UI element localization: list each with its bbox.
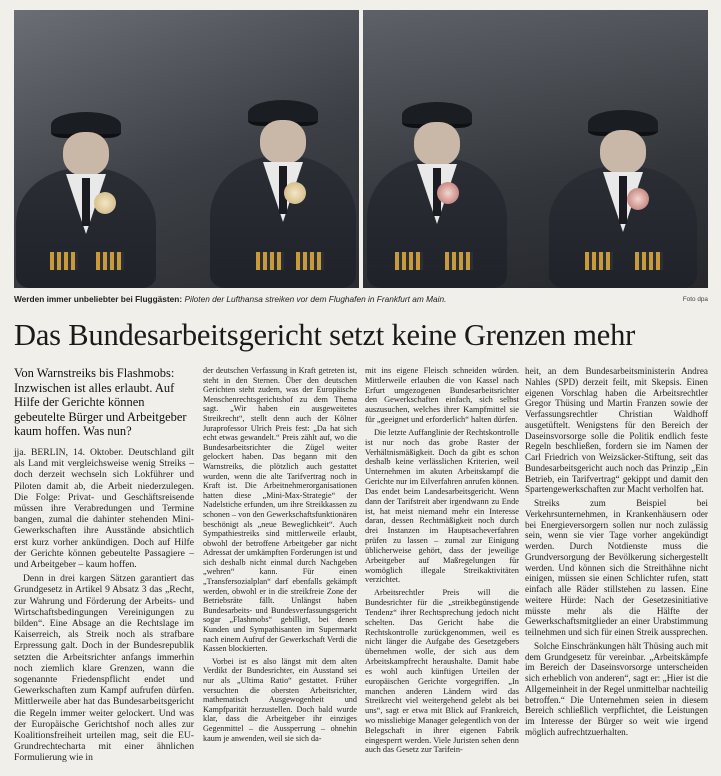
article-column-1 xyxy=(14,366,194,767)
pilot-tie xyxy=(82,178,90,226)
paragraph: Die letzte Auffanglinie der Rechtskontrolle ist nur noch das grobe Raster der Verhältnismäßigkeit. Doch da gibt es schon deshalb keine verlässlichen Kriterien, weil Unternehmen im akuten Arbeitskampf die Gerichte nur im Eilverfahren anrufen können. Das endet beim Landesarbeitsgericht. Wenn dann der Tarifstreit aber irgendwann zu Ende ist, hat meist niemand mehr ein Interesse daran, dessen Rechtmäßigkeit noch durch drei Instanzen im Hauptsacheverfahren prüfen zu lassen – zumal zur Einigung üblicherweise gehört, dass der jeweilige Arbeitgeber auf Maßregelungen für womöglich illegale Streikaktivitäten verzichtet. xyxy=(365,427,519,585)
caption-lead: Werden immer unbeliebter bei Fluggästen: xyxy=(14,294,183,304)
sleeve-stripes xyxy=(395,252,423,270)
caption-text: Piloten der Lufthansa streiken vor dem Flughafen in Frankfurt am Main. xyxy=(184,294,447,304)
photo-credit: Foto dpa xyxy=(682,296,708,303)
paragraph: jja. BERLIN, 14. Oktober. Deutschland gilt als Land mit vergleichsweise wenig Streiks – doch derzeit wechseln sich Lokführer und Piloten damit ab, die Arbeit niederzulegen. Die Folge: Privat- und Geschäftsreisende müssen ihre Verabredungen und Termine bangen, zumal die dahinter stehenden Mini-Gewerkschaften ihre Ausstände absichtlich erst kurz vorher ankündigen. Doch auf Hilfe der Gerichte können gebeutelte Passagiere – und Arbeitgeber – kaum hoffen. xyxy=(14,446,194,570)
photo-pilots-right xyxy=(363,10,708,288)
pilot-badge xyxy=(627,188,649,210)
pilot-badge xyxy=(437,182,459,204)
article-column-2 xyxy=(203,366,357,746)
paragraph: mit ins eigene Fleisch schneiden würden. Mittlerweile erlauben die von Kassel nach Erfurt umgezogenen Bundesarbeitsrichter den Gewerkschaften einfach, sich selbst auszusuchen, welches ihrer Kampfmittel sie für „geeignet und erforderlich“ halten dürfen. xyxy=(365,366,519,425)
paragraph: heit, an dem Bundesarbeitsministerin Andrea Nahles (SPD) derzeit feilt, mit Skepsis. Einen eigenen Vorschlag haben die Arbeitsrechtler Gregor Thüsing und Martin Franzen sowie der Verfassungsrechtler Christian Waldhoff ausgetüftelt. Wenigstens für den Bereich der Daseinsvorsorge solle die Politik endlich feste Regeln beschließen, fordern sie im Namen der Carl Friedrich von Weizsäcker-Stiftung, seit das Bundesarbeitsgericht auch noch das Prinzip „Ein Betrieb, ein Tarifvertrag“ gekippt und damit den Spartengewerkschaften zur Macht verholfen hat. xyxy=(525,366,708,495)
paragraph: Streiks zum Beispiel bei Verkehrsunternehmen, in Krankenhäusern oder bei Energieversorgern sollen nur noch zulässig sein, wenn sie vier Tage vorher angekündigt werden. Durch Notdienste muss die Grundversorgung der Bevölkerung sichergestellt werden. Und können sich die Streithähne nicht einigen, müssen sie einen Schlichter rufen, statt einfach alle Räder stillstehen zu lassen. Eine weitere Hürde: Nach der Gesetzesinitiative müsste mehr als die Hälfte der Gewerkschaftsmitglieder an einer Urabstimmung teilnehmen und sich für einen Streik aussprechen. xyxy=(525,498,708,637)
pilot-tie xyxy=(619,176,627,224)
pilot-figure xyxy=(16,168,156,288)
pilot-figure xyxy=(210,156,356,288)
paragraph: Arbeitsrechtler Preis will die Bundesrichter für die „streikbegünstigende Tendenz“ ihrer Rechtsprechung jedoch nicht schelten. Das Gericht habe die Rechtskontrolle zurückgenommen, weil es nicht länger die Aufgabe des Gesetzgebers übernehmen wolle, der sich aus dem Arbeitskampfrecht heraushalte. Damit habe es wohl auch künftigen Urteilen der europäischen Gerichte vorgegriffen. „In manchen anderen Ländern wird das Streikrecht viel weitergehend gelebt als bei uns“, sagt er etwa mit Blick auf Frankreich, wo missliebige Manager gelegentlich von der Belegschaft in ihrer eigenen Fabrik eingesperrt werden. Viele Juristen sehen denn auch das Gesetz zur Tarifein- xyxy=(365,588,519,755)
sleeve-stripes xyxy=(96,252,124,270)
article-headline: Das Bundesarbeitsgericht setzt keine Grenzen mehr xyxy=(14,318,636,352)
paragraph: Vorbei ist es also längst mit dem alten Verdikt der Bundesrichter, ein Ausstand sei nur als „Ultima Ratio“ gestattet. Früher versuchten die obersten Arbeitsrichter, mathematisch Ausgewogenheit und Kampfparität herzustellen. Doch bald wurde klar, dass die Arbeitgeber ihr einziges Gegenmittel – die Aussperrung – ohnehin kaum je anwenden, weil sie sich da- xyxy=(203,656,357,743)
sleeve-stripes xyxy=(50,252,78,270)
pilot-face xyxy=(260,120,306,164)
sleeve-stripes xyxy=(635,252,663,270)
article-teaser: Von Warnstreiks bis Flashmobs: Inzwischen ist alles erlaubt. Auf Hilfe der Gerichte können gebeutelte Bürger und Arbeitgeber kaum hoffen. Was nun? xyxy=(14,366,187,439)
photo-strip xyxy=(14,10,708,288)
pilot-badge xyxy=(284,182,306,204)
photo-caption xyxy=(14,294,708,304)
paragraph: Denn in drei kargen Sätzen garantiert das Grundgesetz in Artikel 9 Absatz 3 das „Recht, zur Wahrung und Förderung der Arbeits- und Wirtschaftsbedingungen Vereinigungen zu bilden“. Eine Absage an die Rechtslage im Kaiserreich, als Streik noch als strafbare Erpressung galt. Doch in der Bundesrepublik setzten die Arbeitsrichter anfangs immerhin noch ziemlich klare Grenzen, wann die sogenannte Friedenspflicht endet und Gewerkschaften zum Kampf aufrufen dürfen. Mittlerweile aber hat das Bundesarbeitsgericht die Regeln immer weiter gelockert. Und was der Europäische Gerichtshof noch alles zur Koalitionsfreiheit urteilen mag, seit die EU-Grundrechtecharta mit einer ähnlichen Formulierung wie in xyxy=(14,573,194,764)
sleeve-stripes xyxy=(256,252,284,270)
paragraph: Solche Einschränkungen hält Thüsing auch mit dem Grundgesetz für vereinbar. „Arbeitskämpfe im Bereich der Daseinsvorsorge unterscheiden sich erheblich von anderen“, sagt er: „Hier ist die Allgemeinheit in der Regel unmittelbar nachteilig betroffen.“ Die Unternehmen seien in diesem Bereich schließlich verpflichtet, die Leistungen im Interesse der Bürger so weit wie irgend möglich aufrechtzuerhalten. xyxy=(525,640,708,737)
pilot-face xyxy=(600,130,646,174)
photo-pilots-left xyxy=(14,10,359,288)
pilot-face xyxy=(414,122,460,166)
pilot-badge xyxy=(94,192,116,214)
pilot-face xyxy=(63,132,109,176)
pilot-figure xyxy=(549,166,697,288)
paragraph: der deutschen Verfassung in Kraft getreten ist, steht in den Sternen. Über den deutschen Gerichten steht zudem, was der Europäische Menschenrechtsgerichtshof zu dem Thema sagt. „Wir haben ein ausgeweitetes Streikrecht“, stellt denn auch der Kölner Juraprofessor Ulrich Preis fest: „Da hat sich echt etwas gewandelt.“ Preis zählt auf, wo die Bundesarbeitsrichter die Zügel weiter gelockert haben. Das begann mit den Warnstreiks, die plötzlich auch gestattet wurden, wenn die alte Tarifvertrag noch in Kraft ist. Die Arbeitnehmerorganisationen hatten diese „Mini-Max-Strategie“ der Nadelstiche erfunden, um ihre Streikkassen zu schonen – von den Gewerkschaftsfunktionären beschönigt als „neue Beweglichkeit“. Auch Sympathiestreiks sind mittlerweile erlaubt, obwohl der betroffene Arbeitgeber gar nicht Adressat der umkämpften Forderungen ist und sich deshalb nicht einmal durch Nachgeben „wehren“ kann. Für einen „Transfersozialplan“ darf ebenfalls gekämpft werden, obwohl er in die streikfreie Zone der Betriebsräte fällt. Unlängst haben Bundesarbeits- und Bundesverfassungsgericht sogar „Flashmobs“ gebilligt, bei denen Kunden und Sympathisanten im Supermarkt nach einem Aufruf der Gewerkschaft Verdi die Kassen blockierten. xyxy=(203,366,357,654)
article-column-4 xyxy=(525,366,708,741)
article-column-3 xyxy=(365,366,519,758)
pilot-figure xyxy=(367,158,507,288)
sleeve-stripes xyxy=(445,252,473,270)
sleeve-stripes xyxy=(585,252,613,270)
sleeve-stripes xyxy=(296,252,324,270)
